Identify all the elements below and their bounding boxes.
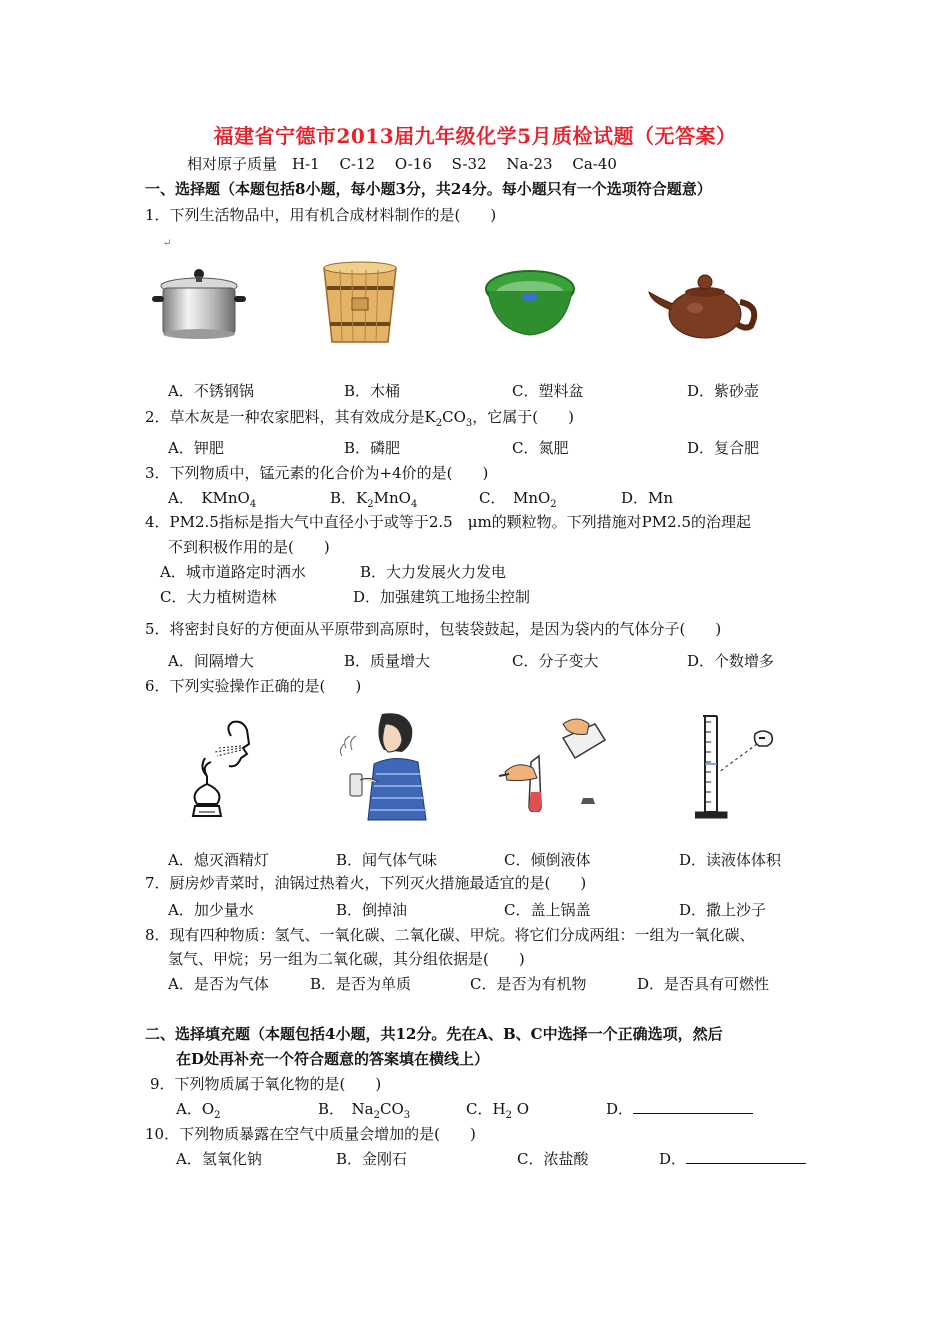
stainless-pot-image <box>150 262 248 344</box>
question-9-option-b[interactable]: B． $Na_2CO_3$ <box>318 1100 411 1121</box>
question-2-option-c[interactable]: C．氮肥 <box>512 439 569 457</box>
question-3-option-c[interactable]: C． MnO$_2$ <box>479 489 557 510</box>
question-1-option-c[interactable]: C．塑料盆 <box>512 382 584 400</box>
question-4-option-c[interactable]: C．大力植树造林 <box>160 588 277 606</box>
question-5-option-d[interactable]: D．个数增多 <box>687 652 775 670</box>
question-8-option-c[interactable]: C．是否为有机物 <box>470 975 587 993</box>
smell-gas-image <box>340 710 436 828</box>
question-9-stem: 9．下列物质属于氧化物的是( ) <box>150 1075 382 1093</box>
question-6-option-d[interactable]: D．读液体体积 <box>679 851 782 869</box>
question-10-option-a[interactable]: A．氢氧化钠 <box>176 1150 262 1168</box>
read-volume-image <box>695 712 779 822</box>
question-10-option-c[interactable]: C．浓盐酸 <box>517 1150 589 1168</box>
question-4-stem-line2: 不到积极作用的是( ) <box>168 538 330 556</box>
blow-out-alcohol-lamp-image <box>185 718 265 826</box>
question-7-option-b[interactable]: B．倒掉油 <box>336 901 408 919</box>
question-4-stem-line1: 4．PM2.5指标是指大气中直径小于或等于2.5 μm的颗粒物。下列措施对PM2.5的治理起 <box>145 513 751 531</box>
question-2-option-a[interactable]: A．钾肥 <box>168 439 224 457</box>
question-10-stem: 10．下列物质暴露在空气中质量会增加的是( ) <box>145 1125 476 1143</box>
question-8-stem-line1: 8．现有四种物质：氢气、一氧化碳、二氧化碳、甲烷。将它们分成两组：一组为一氧化碳、 <box>145 926 755 944</box>
atomic-mass-line: 相对原子质量 H-1 C-12 O-16 S-32 Na-23 Ca-40 <box>187 155 617 173</box>
question-10-option-b[interactable]: B．金刚石 <box>336 1150 408 1168</box>
question-2-stem: 2．草木灰是一种农家肥料，其有效成分是$K_2CO_3$，它属于( ) <box>145 408 575 429</box>
question-4-option-a[interactable]: A．城市道路定时洒水 <box>160 563 306 581</box>
question-7-option-a[interactable]: A．加少量水 <box>168 901 254 919</box>
question-7-option-c[interactable]: C．盖上锅盖 <box>504 901 591 919</box>
question-6-option-a[interactable]: A．熄灭酒精灯 <box>168 851 269 869</box>
question-5-option-b[interactable]: B．质量增大 <box>344 652 431 670</box>
question-9-option-d[interactable]: D． <box>606 1098 753 1119</box>
question-8-option-d[interactable]: D．是否具有可燃性 <box>637 975 770 993</box>
question-3-option-d[interactable]: D．Mn <box>621 489 674 507</box>
question-6-stem: 6．下列实验操作正确的是( ) <box>145 677 362 695</box>
section-2-heading-line2: 在D处再补充一个符合题意的答案填在横线上） <box>176 1050 490 1068</box>
question-5-option-c[interactable]: C．分子变大 <box>512 652 599 670</box>
question-7-stem: 7．厨房炒青菜时，油锅过热着火，下列灭火措施最适宜的是( ) <box>145 874 587 892</box>
question-1-option-b[interactable]: B．木桶 <box>344 382 401 400</box>
question-9-option-a[interactable]: A．$O_2$ <box>176 1100 221 1121</box>
question-6-option-c[interactable]: C．倾倒液体 <box>504 851 591 869</box>
clay-teapot-image <box>645 262 763 344</box>
question-5-option-a[interactable]: A．间隔增大 <box>168 652 254 670</box>
question-9-answer-blank[interactable] <box>633 1099 753 1114</box>
plastic-basin-image <box>484 265 576 345</box>
question-6-option-b[interactable]: B．闻气体气味 <box>336 851 438 869</box>
question-4-option-b[interactable]: B．大力发展火力发电 <box>360 563 507 581</box>
question-10-option-d[interactable]: D． <box>659 1148 806 1169</box>
question-3-stem: 3．下列物质中，锰元素的化合价为+4价的是( ) <box>145 464 489 482</box>
question-8-option-b[interactable]: B．是否为单质 <box>310 975 412 993</box>
question-1-option-d[interactable]: D．紫砂壶 <box>687 382 760 400</box>
section-2-heading-line1: 二、选择填充题（本题包括4小题，共12分。先在A、B、C中选择一个正确选项，然后 <box>145 1025 723 1043</box>
return-mark: ↵ <box>163 238 172 249</box>
question-2-option-d[interactable]: D．复合肥 <box>687 439 760 457</box>
question-10-answer-blank[interactable] <box>686 1149 806 1164</box>
pour-liquid-image <box>497 716 609 812</box>
question-8-option-a[interactable]: A．是否为气体 <box>168 975 269 993</box>
question-9-option-c[interactable]: C．$H_2$ O <box>466 1100 530 1121</box>
question-7-option-d[interactable]: D．撒上沙子 <box>679 901 767 919</box>
wooden-bucket-image <box>318 258 402 348</box>
question-1-option-a[interactable]: A．不锈钢锅 <box>168 382 254 400</box>
section-1-heading: 一、选择题（本题包括8小题，每小题3分，共24分。每小题只有一个选项符合题意） <box>145 180 712 198</box>
question-4-option-d[interactable]: D．加强建筑工地扬尘控制 <box>353 588 531 606</box>
question-8-stem-line2: 氢气、甲烷；另一组为二氧化碳，其分组依据是( ) <box>168 950 525 968</box>
page-title: 福建省宁德市2013届九年级化学5月质检试题（无答案） <box>213 124 737 148</box>
question-5-stem: 5．将密封良好的方便面从平原带到高原时，包装袋鼓起，是因为袋内的气体分子( ) <box>145 620 722 638</box>
question-1-stem: 1．下列生活物品中，用有机合成材料制作的是( ) <box>145 206 497 224</box>
question-3-option-b[interactable]: B．$K_2MnO_4$ <box>330 489 418 510</box>
question-2-option-b[interactable]: B．磷肥 <box>344 439 401 457</box>
question-3-option-a[interactable]: A． KMnO$_4$ <box>168 489 257 510</box>
